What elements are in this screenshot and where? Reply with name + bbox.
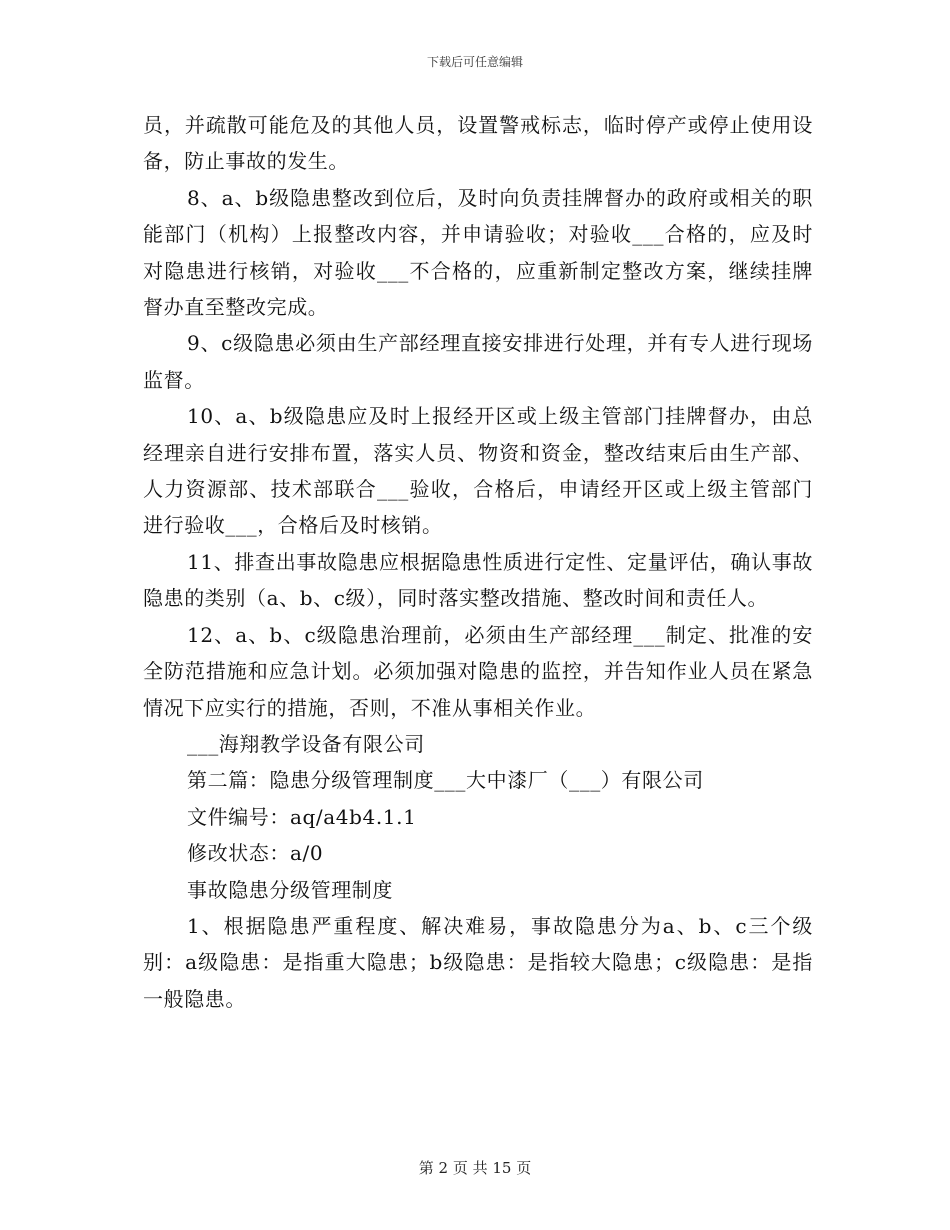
document-title: 事故隐患分级管理制度: [187, 877, 393, 902]
paragraph: 员，并疏散可能危及的其他人员，设置警戒标志，临时停产或停止使用设备，防止事故的发生。: [143, 113, 813, 174]
section-title: 第二篇：隐患分级管理制度___大中漆厂（___）有限公司: [187, 768, 704, 793]
page-footer: 第 2 页 共 15 页: [418, 1159, 532, 1177]
document-body: [143, 107, 813, 1017]
revision-status: 修改状态：a/0: [187, 841, 324, 866]
paragraph: 9、c级隐患必须由生产部经理直接安排进行处理，并有专人进行现场监督。: [143, 331, 813, 392]
paragraph: 1、根据隐患严重程度、解决难易，事故隐患分为a、b、c三个级别：a级隐患：是指重大隐患；b级隐患：是指较大隐患；c级隐患：是指一般隐患。: [143, 913, 813, 1011]
company-name: ___海翔教学设备有限公司: [187, 731, 425, 756]
paragraph: 11、排查出事故隐患应根据隐患性质进行定性、定量评估，确认事故隐患的类别（a、b、c级），同时落实整改措施、整改时间和责任人。: [143, 549, 813, 611]
file-number: 文件编号：aq/a4b4.1.1: [187, 804, 417, 829]
paragraph: 8、a、b级隐患整改到位后，及时向负责挂牌督办的政府或相关的职能部门（机构）上报整改内容，并申请验收；对验收___合格的，应及时对隐患进行核销，对验收___不合格的，应重新制定整改方案，继续挂牌督办直至整改完成。: [143, 185, 813, 320]
paragraph: 10、a、b级隐患应及时上报经开区或上级主管部门挂牌督办，由总经理亲自进行安排布置，落实人员、物资和资金，整改结束后由生产部、人力资源部、技术部联合___验收，合格后，申请经开区或上级主管部门进行验收___，合格后及时核销。: [143, 404, 813, 538]
paragraph: 12、a、b、c级隐患治理前，必须由生产部经理___制定、批准的安全防范措施和应急计划。必须加强对隐患的监控，并告知作业人员在紧急情况下应实行的措施，否则，不准从事相关作业。: [143, 622, 813, 720]
page-header: 下载后可任意编辑: [426, 55, 523, 69]
